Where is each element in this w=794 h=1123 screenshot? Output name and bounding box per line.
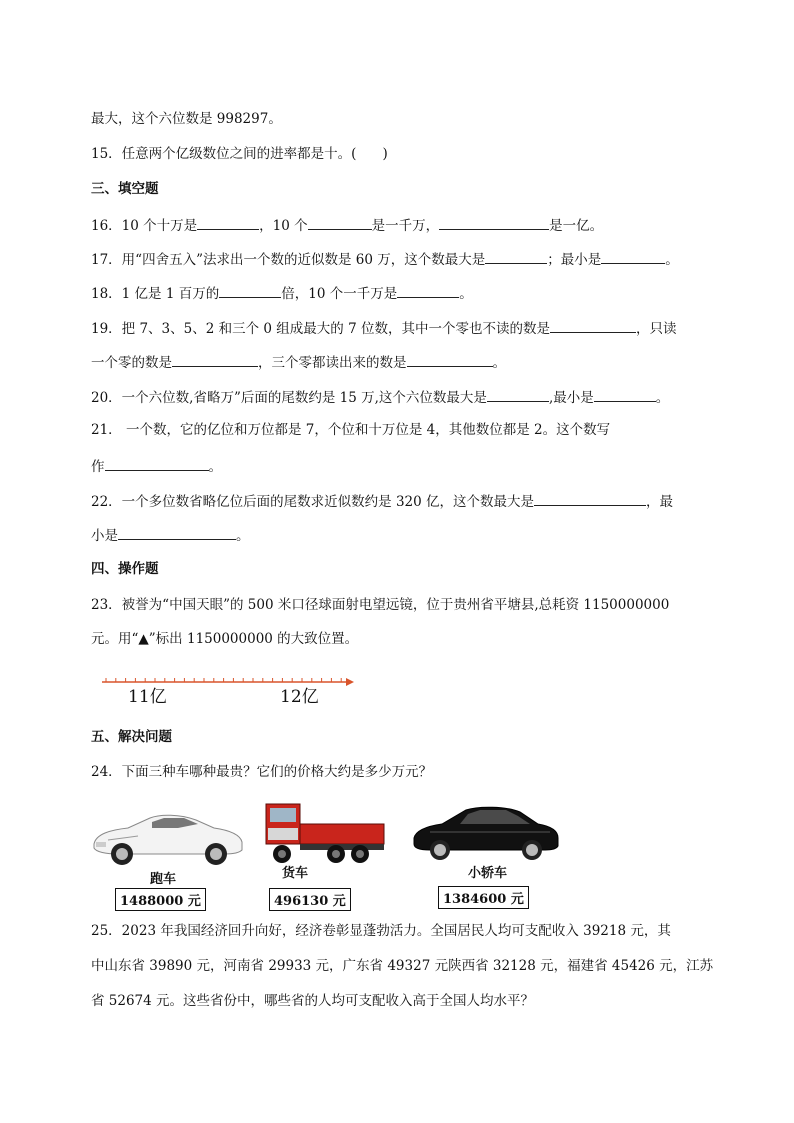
q19-text-b: ，只读: [635, 321, 677, 337]
section-heading-operation: [91, 560, 159, 578]
number-line-arrow-icon: [346, 678, 354, 686]
q20-text-a: 20．一个六位数,省略万”后面的尾数约是 15 万,这个六位数最大是: [91, 390, 487, 406]
question-22: [91, 491, 673, 511]
q21-text-b: 作: [91, 459, 105, 475]
q15-text: 15．任意两个亿级数位之间的进率都是十。(: [91, 146, 357, 162]
answer-blank[interactable]: [397, 283, 459, 298]
answer-blank[interactable]: [601, 249, 665, 264]
number-line-right-label: 12亿: [280, 687, 319, 707]
q21-text-c: 。: [208, 459, 222, 475]
car-label: 小轿车: [468, 866, 508, 881]
section-heading-solve: [91, 728, 172, 746]
answer-blank[interactable]: [407, 352, 493, 367]
question-22-cont: [91, 525, 250, 545]
q24-text: 24．下面三种车哪种最贵？它们的价格大约是多少万元？: [91, 764, 433, 780]
sports-car-icon: [88, 800, 248, 870]
q18-text-c: 。: [459, 286, 473, 302]
q21-text-a: 21． 一个数，它的亿位和万位都是 7，个位和十万位是 4，其他数位都是 2。这个数写: [91, 422, 611, 438]
question-25-cont1: [91, 957, 713, 975]
answer-blank[interactable]: [487, 387, 549, 402]
q18-text-a: 18．1 亿是 1 百万的: [91, 286, 220, 302]
q23-text-a: 23．被誉为“中国天眼”的 500 米口径球面射电望远镜，位于贵州省平塘县,总耗资 1150000000: [91, 597, 670, 613]
q17-text-b: ；最小是: [547, 252, 602, 268]
truck-icon: [262, 800, 387, 866]
q18-text-b: 倍，10 个一千万是: [281, 286, 398, 302]
question-25-cont2: [91, 992, 534, 1010]
question-21: [91, 421, 610, 439]
question-25: [91, 922, 671, 940]
line-prev-answer: [91, 110, 282, 128]
answer-blank[interactable]: [485, 249, 547, 264]
answer-blank[interactable]: [308, 215, 372, 230]
question-18: [91, 283, 473, 303]
q19-text-e: 。: [492, 355, 506, 371]
q20-text-b: ,最小是: [548, 390, 594, 406]
q25-text-b: 中山东省 39890 元，河南省 29933 元，广东省 49327 元陕西省 32128 元，福建省 45426 元，江苏: [91, 958, 714, 974]
q22-text-b: ，最: [646, 494, 674, 510]
q16-text-a: 16．10 个十万是: [91, 218, 198, 234]
section-heading-fill-blank: [91, 180, 159, 198]
q19-text-a: 19．把 7、3、5、2 和三个 0 组成最大的 7 位数，其中一个零也不读的数是: [91, 321, 550, 337]
answer-blank[interactable]: [118, 525, 236, 540]
q25-text-c: 省 52674 元。这些省份中，哪些省的人均可支配收入高于全国人均水平？: [91, 993, 535, 1009]
question-21-cont: [91, 456, 222, 476]
car-sports: [88, 800, 248, 910]
car-label: 跑车: [150, 872, 177, 887]
heading-5-text: 五、解决问题: [91, 729, 172, 745]
answer-blank[interactable]: [534, 491, 646, 506]
q16-text-d: 是一亿。: [549, 218, 604, 234]
answer-blank[interactable]: [550, 318, 636, 333]
heading-3-text: 三、填空题: [91, 181, 159, 197]
answer-blank[interactable]: [105, 456, 209, 471]
answer-blank[interactable]: [594, 387, 656, 402]
question-15: [91, 145, 388, 163]
sedan-icon: [410, 798, 560, 862]
number-line[interactable]: [100, 668, 360, 708]
answer-blank[interactable]: [219, 283, 281, 298]
question-24: [91, 763, 432, 781]
car-sedan: [410, 798, 560, 908]
answer-blank[interactable]: [197, 215, 259, 230]
question-19: [91, 318, 676, 338]
q16-text-b: ，10 个: [259, 218, 308, 234]
question-16: [91, 215, 603, 235]
number-line-left-label: 11亿: [128, 687, 167, 707]
question-20: [91, 387, 669, 407]
answer-blank[interactable]: [172, 352, 258, 367]
price-box: 496130 元: [269, 888, 351, 911]
car-truck: [262, 800, 392, 910]
question-23: [91, 596, 669, 614]
q25-text-a: 25．2023 年我国经济回升向好，经济卷彰显蓬勃活力。全国居民人均可支配收入 39218 元，其: [91, 923, 671, 939]
price-box: 1384600 元: [438, 886, 529, 909]
q19-text-d: ，三个零都读出来的数是: [258, 355, 407, 371]
q22-text-a: 22．一个多位数省略亿位后面的尾数求近似数约是 320 亿，这个数最大是: [91, 494, 535, 510]
question-19-cont: [91, 352, 506, 372]
q17-text-c: 。: [665, 252, 679, 268]
q16-text-c: 是一千万，: [371, 218, 440, 234]
question-17: [91, 249, 679, 269]
q22-text-c: 小是: [91, 528, 118, 544]
q15-paren-close: ): [382, 146, 388, 162]
question-23-cont: [91, 630, 358, 648]
q23-text-b: 元。用“▲”标出 1150000000 的大致位置。: [91, 631, 359, 647]
q19-text-c: 一个零的数是: [91, 355, 172, 371]
price-box: 1488000 元: [115, 888, 206, 911]
q17-text-a: 17．用“四舍五入”法求出一个数的近似数是 60 万，这个数最大是: [91, 252, 486, 268]
answer-blank[interactable]: [439, 215, 549, 230]
car-label: 货车: [282, 866, 309, 881]
prev-answer-text: 最大，这个六位数是 998297。: [91, 111, 282, 127]
q22-text-d: 。: [236, 528, 250, 544]
heading-4-text: 四、操作题: [91, 561, 159, 577]
q20-text-c: 。: [655, 390, 670, 406]
